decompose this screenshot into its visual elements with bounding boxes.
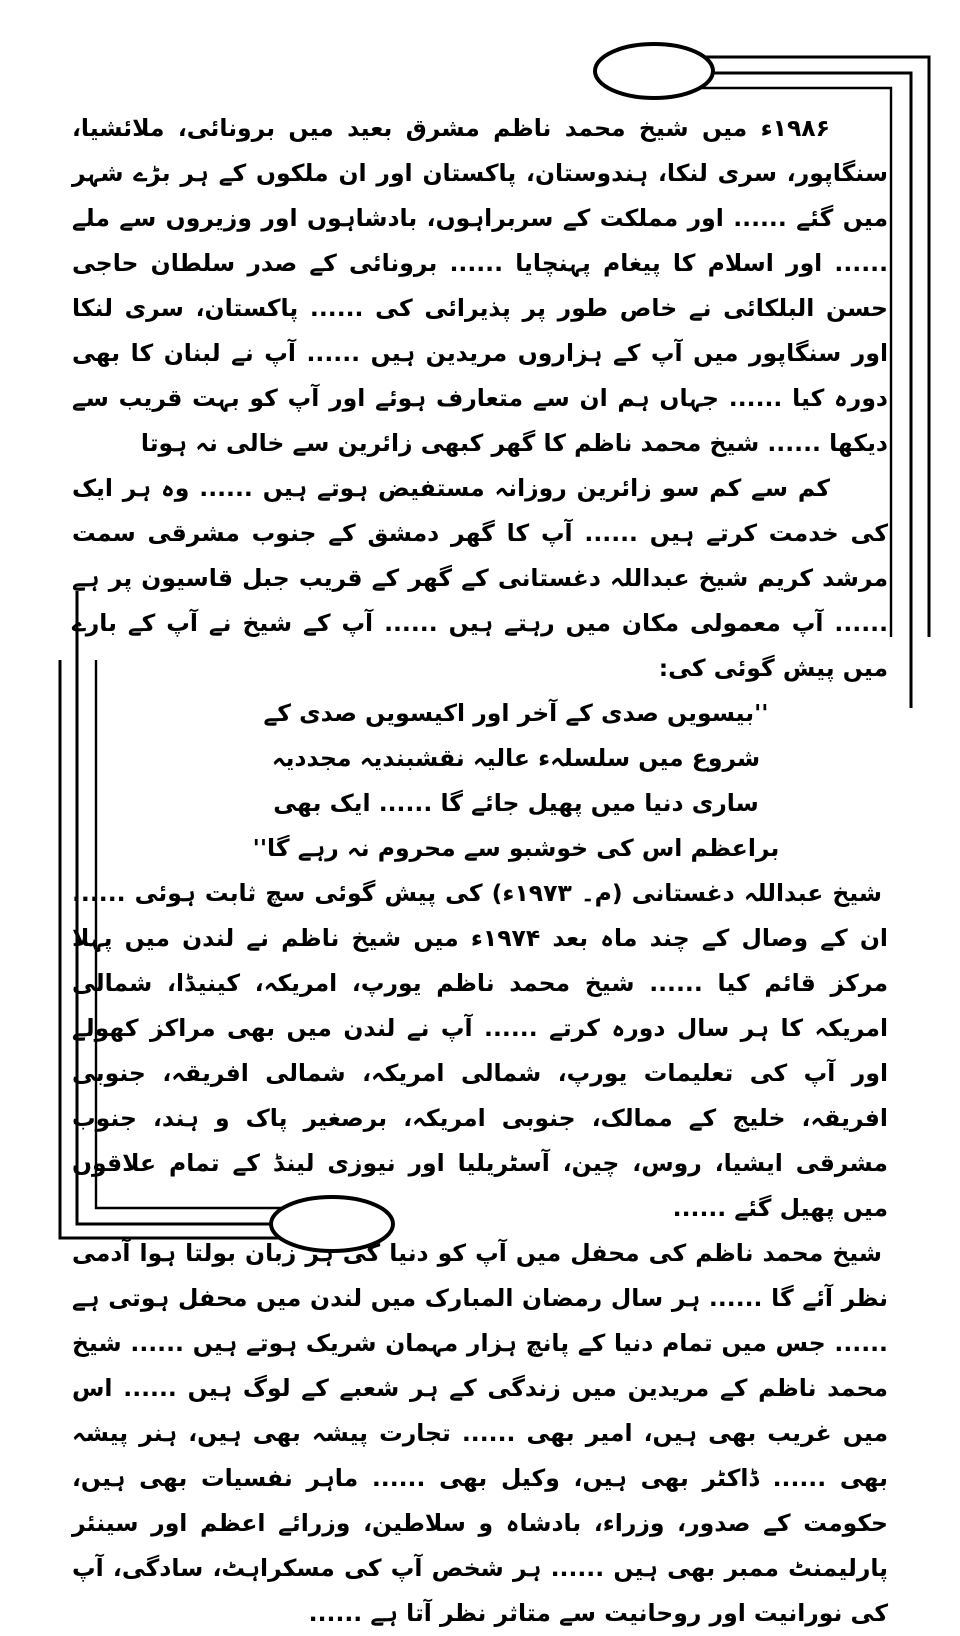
paragraph-1986-world-tour: ۱۹۸۶ء میں شیخ محمد ناظم مشرق بعید میں برونائی، ملائشیا، سنگاپور، سری لنکا، ہندوستان، پاکستان اور ان ملکوں کے ہر بڑے شہر میں گئے ...... اور مملکت کے سربراہوں، بادشاہوں اور وزیروں سے ملے ...... اور اسلام کا پیغام پہنچایا ...... برونائی کے صدر سلطان حاجی حسن البلکائی نے خاص طور پر پذیرائی کی ...... پاکستان، سری لنکا اور سنگاپور میں آپ کے ہزاروں مریدین ہیں ...... آپ نے لبنان کا بھی دورہ کیا ...... جہاں ہم ان سے متعارف ہوئے اور آپ کو بہت قریب سے دیکھا ...... شیخ محمد ناظم کا گھر کبھی زائرین سے خالی نہ ہوتا <box>72 114 888 457</box>
paragraph-prophecy-quote: ''بیسویں صدی کے آخر اور اکیسویں صدی کے شروع میں سلسلہء عالیہ نقشبندیہ مجددیہ ساری دنیا میں پھیل جائے گا ...... ایک بھی براعظم اس کی خوشبو سے محروم نہ رہے گا'' <box>252 699 780 862</box>
body-text <box>72 106 888 1636</box>
paragraph-daily-visitors: کم سے کم سو زائرین روزانہ مستفیض ہوتے ہیں ...... وہ ہر ایک کی خدمت کرتے ہیں ...... آپ کا گھر دمشق کے جنوب مشرقی سمت مرشد کریم شیخ عبداللہ دغستانی کے گھر کے قریب جبل قاسیون پر ہے ...... آپ معمولی مکان میں رہتے ہیں ...... آپ کے شیخ نے آپ کے بارے میں پیش گوئی کی: <box>72 474 888 682</box>
paragraph-gatherings-and-disciples: شیخ محمد ناظم کی محفل میں آپ کو دنیا کی ہر زبان بولتا ہوا آدمی نظر آئے گا ...... ہر سال رمضان المبارک میں لندن میں محفل ہوتی ہے ...... جس میں تمام دنیا کے پانچ ہزار مہمان شریک ہوتے ہیں ...... شیخ محمد ناظم کے مریدین میں زندگی کے ہر شعبے کے لوگ ہیں ...... اس میں غریب بھی ہیں، امیر بھی ...... تجارت پیشہ بھی ہیں، ہنر پیشہ بھی ...... ڈاکٹر بھی ہیں، وکیل بھی ...... ماہر نفسیات بھی ہیں، حکومت کے صدور، وزراء، بادشاہ و سلاطین، وزرائے اعظم اور سینئر پارلیمنٹ ممبر بھی ہیں ...... ہر شخص آپ کی مسکراہٹ، سادگی، آپ کی نورانیت اور روحانیت سے متاثر نظر آتا ہے ...... <box>72 1239 888 1627</box>
top-right-ellipse-ornament <box>595 44 713 98</box>
paragraph-prophecy-fulfilled: شیخ عبداللہ دغستانی (م۔ ۱۹۷۳ء) کی پیش گوئی سچ ثابت ہوئی ...... ان کے وصال کے چند ماہ بعد ۱۹۷۴ء میں شیخ ناظم نے لندن میں پہلا مرکز قائم کیا ...... شیخ محمد ناظم یورپ، امریکہ، کینیڈا، شمالی امریکہ کا ہر سال دورہ کرتے ...... آپ نے لندن میں بھی مراکز کھولے اور آپ کی تعلیمات یورپ، شمالی امریکہ، شمالی افریقہ، جنوبی افریقہ، خلیج کے ممالک، جنوبی امریکہ، برصغیر پاک و ہند، جنوب مشرقی ایشیا، روس، چین، آسٹریلیا اور نیوزی لینڈ کے تمام علاقوں میں پھیل گئے ...... <box>72 879 888 1222</box>
